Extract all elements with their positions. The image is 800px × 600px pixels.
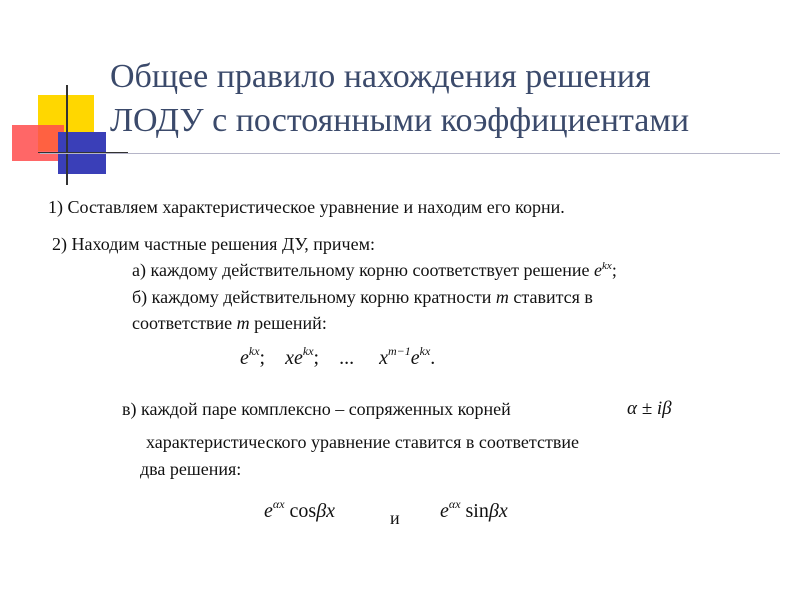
sol1-e: e	[264, 500, 273, 522]
step-2b-post: ставится в	[508, 287, 593, 307]
title-line-2: ЛОДУ с постоянными коэффициентами	[110, 102, 690, 139]
solution-cos-formula	[264, 497, 336, 523]
seq-e1: e	[240, 347, 249, 369]
sol2-arg: βx	[488, 500, 508, 522]
step-1: 1) Составляем характеристическое уравнение и находим его корни.	[48, 197, 565, 217]
logo-red-square	[12, 125, 64, 161]
seq-sep1: ;	[259, 347, 266, 369]
seq-xe: xe	[285, 347, 303, 369]
sol2-e: e	[440, 500, 449, 522]
step-2b-line2-post: решений:	[249, 313, 327, 333]
seq-sep2: ;	[313, 347, 320, 369]
complex-roots-formula: α ± iβ	[627, 398, 672, 419]
logo-vertical-line	[66, 85, 68, 185]
step-2c-line1: в) каждой паре комплексно – сопряженных корней	[122, 399, 511, 419]
seq-x: x	[379, 347, 388, 369]
step-2a-end: ;	[611, 260, 617, 280]
step-2b-line2-pre: соответствие	[132, 313, 237, 333]
step-2a-power: kx	[602, 260, 612, 272]
seq-kx2: kx	[302, 344, 314, 358]
step-2a-text: а) каждому действительному корню соответствует решение	[132, 260, 595, 280]
seq-end: .	[430, 347, 436, 369]
step-2a-e: e	[594, 260, 603, 280]
step-2b-m: m	[495, 287, 509, 307]
sol2-sin: sin	[465, 500, 489, 522]
title-line-1: Общее правило нахождения решения	[110, 58, 651, 95]
seq-dots: ...	[339, 347, 355, 369]
step-2c-line3: два решения:	[140, 459, 242, 479]
slide-title	[110, 55, 790, 143]
seq-kx1: kx	[248, 344, 260, 358]
step-2: 2) Находим частные решения ДУ, причем:	[52, 234, 375, 254]
solution-sequence-formula	[240, 344, 436, 370]
step-2c-line2: характеристического уравнение ставится в соответствие	[146, 432, 579, 452]
and-conjunction: и	[390, 508, 400, 528]
seq-m1: m−1	[387, 344, 411, 358]
title-underline	[40, 153, 780, 154]
step-2a	[132, 259, 617, 284]
sol1-arg: βx	[316, 500, 336, 522]
step-2b-line2-m: m	[236, 313, 250, 333]
seq-e2: e	[410, 347, 420, 369]
solution-sin-formula	[440, 497, 508, 523]
step-2b-pre: б) каждому действительному корню кратности	[132, 287, 496, 307]
sol1-cos: cos	[289, 500, 317, 522]
step-2b-line2	[132, 312, 327, 334]
seq-kx3: kx	[419, 344, 431, 358]
sol1-power: αx	[272, 497, 285, 511]
step-2b-line1	[132, 286, 593, 308]
sol2-power: αx	[448, 497, 461, 511]
